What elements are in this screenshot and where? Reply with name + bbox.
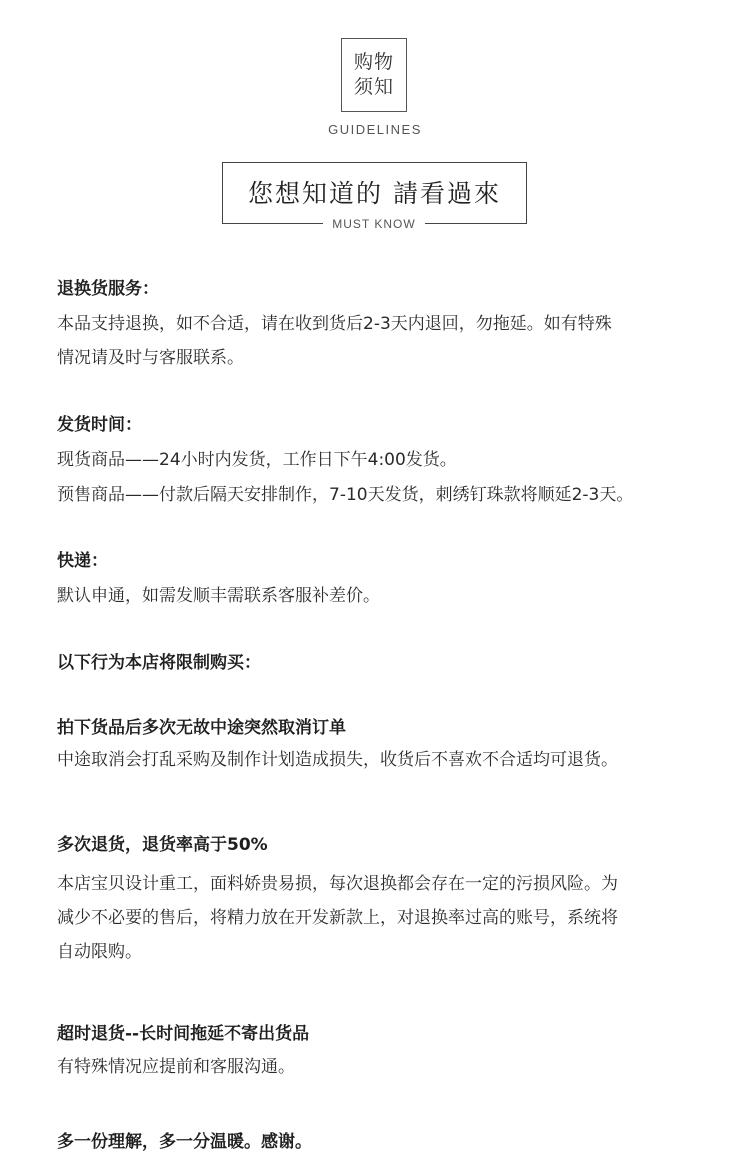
banner-title: 您想知道的 請看過來 [248, 179, 501, 208]
shipping-heading: 发货时间： [57, 415, 142, 435]
overdue-heading: 超时退货--长时间拖延不寄出货品 [57, 1024, 310, 1044]
multi-return-body-line: 自动限购。 [57, 942, 142, 962]
returns-body-line: 情况请及时与客服联系。 [57, 348, 244, 368]
guidelines-subtitle: GUIDELINES [328, 122, 422, 137]
restrictions-heading: 以下行为本店将限制购买： [57, 653, 261, 673]
cancel-body-line: 中途取消会打乱采购及制作计划造成损失，收货后不喜欢不合适均可退货。 [57, 750, 618, 770]
title-box [341, 38, 407, 112]
banner [222, 162, 527, 231]
multi-return-body-line: 减少不必要的售后，将精力放在开发新款上，对退换率过高的账号，系统将 [57, 908, 618, 928]
returns-body-line: 本品支持退换，如不合适，请在收到货后2-3天内退回，勿拖延。如有特殊 [57, 314, 612, 334]
overdue-body-line: 有特殊情况应提前和客服沟通。 [57, 1057, 295, 1077]
multi-return-heading: 多次退货，退货率高于50% [57, 835, 268, 855]
multi-return-body-line: 本店宝贝设计重工，面料娇贵易损，每次退换都会存在一定的污损风险。为 [57, 874, 618, 894]
banner-subtitle: MUST KNOW [323, 217, 425, 231]
returns-heading: 退换货服务： [57, 279, 159, 299]
shipping-body-line: 现货商品——24小时内发货，工作日下午4:00发货。 [57, 450, 457, 470]
title-line-2: 须知 [353, 76, 394, 98]
courier-body-line: 默认申通，如需发顺丰需联系客服补差价。 [57, 586, 380, 606]
courier-heading: 快递： [57, 551, 108, 571]
cancel-heading: 拍下货品后多次无故中途突然取消订单 [57, 718, 346, 738]
title-line-1: 购物 [353, 51, 394, 73]
shipping-body-line: 预售商品——付款后隔天安排制作，7-10天发货，刺绣钉珠款将顺延2-3天。 [57, 485, 634, 505]
closing-message: 多一份理解，多一分温暖。感谢。 [57, 1132, 312, 1152]
